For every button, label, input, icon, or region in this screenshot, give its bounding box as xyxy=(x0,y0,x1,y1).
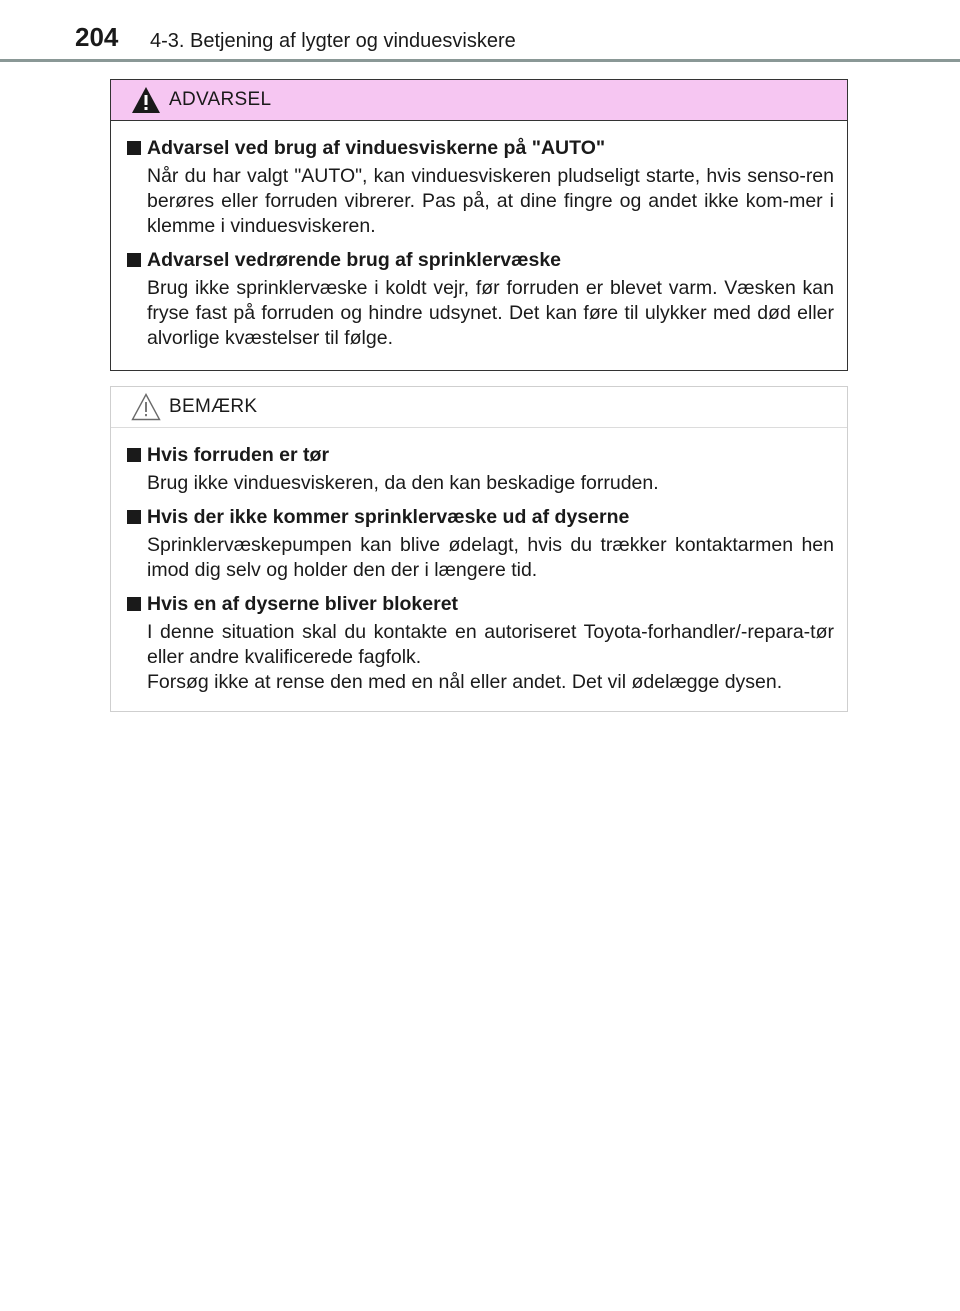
notice-box-header xyxy=(111,387,847,428)
notice-item-title-text: Hvis en af dyserne bliver blokeret xyxy=(147,593,459,615)
warning-item-text: Brug ikke sprinklervæske i koldt vejr, før forruden er blevet varm. Væsken kan fryse fast på forruden og hindre udsynet. Det kan føre til ulykker med død eller alvorlige kvæstelser til følge. xyxy=(147,277,834,349)
square-bullet-icon xyxy=(127,141,141,155)
warning-item-title-text: Advarsel vedrørende brug af sprinklervæske xyxy=(147,249,562,271)
warning-box-header xyxy=(111,80,847,121)
notice-box xyxy=(110,386,848,712)
page-header xyxy=(0,0,960,64)
warning-box xyxy=(110,79,848,371)
notice-item xyxy=(127,504,834,583)
section-title: 4-3. Betjening af lygter og vinduesviskere xyxy=(150,30,516,52)
notice-item-title xyxy=(127,591,834,617)
notice-item-text: Brug ikke vinduesviskeren, da den kan beskadige forruden. xyxy=(147,472,659,494)
warning-item-title-text: Advarsel ved brug af vinduesviskerne på "AUTO" xyxy=(147,137,606,159)
header-rule xyxy=(0,59,960,62)
warning-item-text: Når du har valgt "AUTO", kan vinduesviskeren pludseligt starte, hvis senso-ren berøres eller forruden vibrerer. Pas på, at dine fingre og andet ikke kom-mer i klemme i vinduesviskeren. xyxy=(147,165,834,237)
warning-item-title xyxy=(127,247,834,273)
warning-label: ADVARSEL xyxy=(169,89,272,110)
notice-item-title-text: Hvis der ikke kommer sprinklervæske ud af dyserne xyxy=(147,506,630,528)
square-bullet-icon xyxy=(127,597,141,611)
notice-item-paragraph: Forsøg ikke at rense den med en nål eller andet. Det vil ødelægge dysen. xyxy=(147,671,783,693)
page-number: 204 xyxy=(75,22,119,52)
notice-item xyxy=(127,591,834,695)
square-bullet-icon xyxy=(127,510,141,524)
square-bullet-icon xyxy=(127,253,141,267)
warning-box-body xyxy=(111,121,847,351)
notice-item-text: Sprinklervæskepumpen kan blive ødelagt, hvis du trækker kontaktarmen hen imod dig selv og holder den der i længere tid. xyxy=(147,534,834,581)
warning-triangle-outline-icon xyxy=(131,393,161,421)
warning-item-title xyxy=(127,135,834,161)
notice-item-title xyxy=(127,504,834,530)
warning-item xyxy=(127,247,834,351)
notice-item-title-text: Hvis forruden er tør xyxy=(147,444,330,466)
notice-item-paragraph: I denne situation skal du kontakte en autoriseret Toyota-forhandler/-repara-tør eller andre kvalificerede fagfolk. xyxy=(147,621,834,668)
notice-box-body xyxy=(111,428,847,695)
square-bullet-icon xyxy=(127,448,141,462)
notice-label: BEMÆRK xyxy=(169,396,258,417)
warning-item xyxy=(127,135,834,239)
notice-item-text xyxy=(127,620,834,695)
warning-triangle-filled-icon xyxy=(131,86,161,114)
notice-item-title xyxy=(127,442,834,468)
notice-item xyxy=(127,442,834,496)
